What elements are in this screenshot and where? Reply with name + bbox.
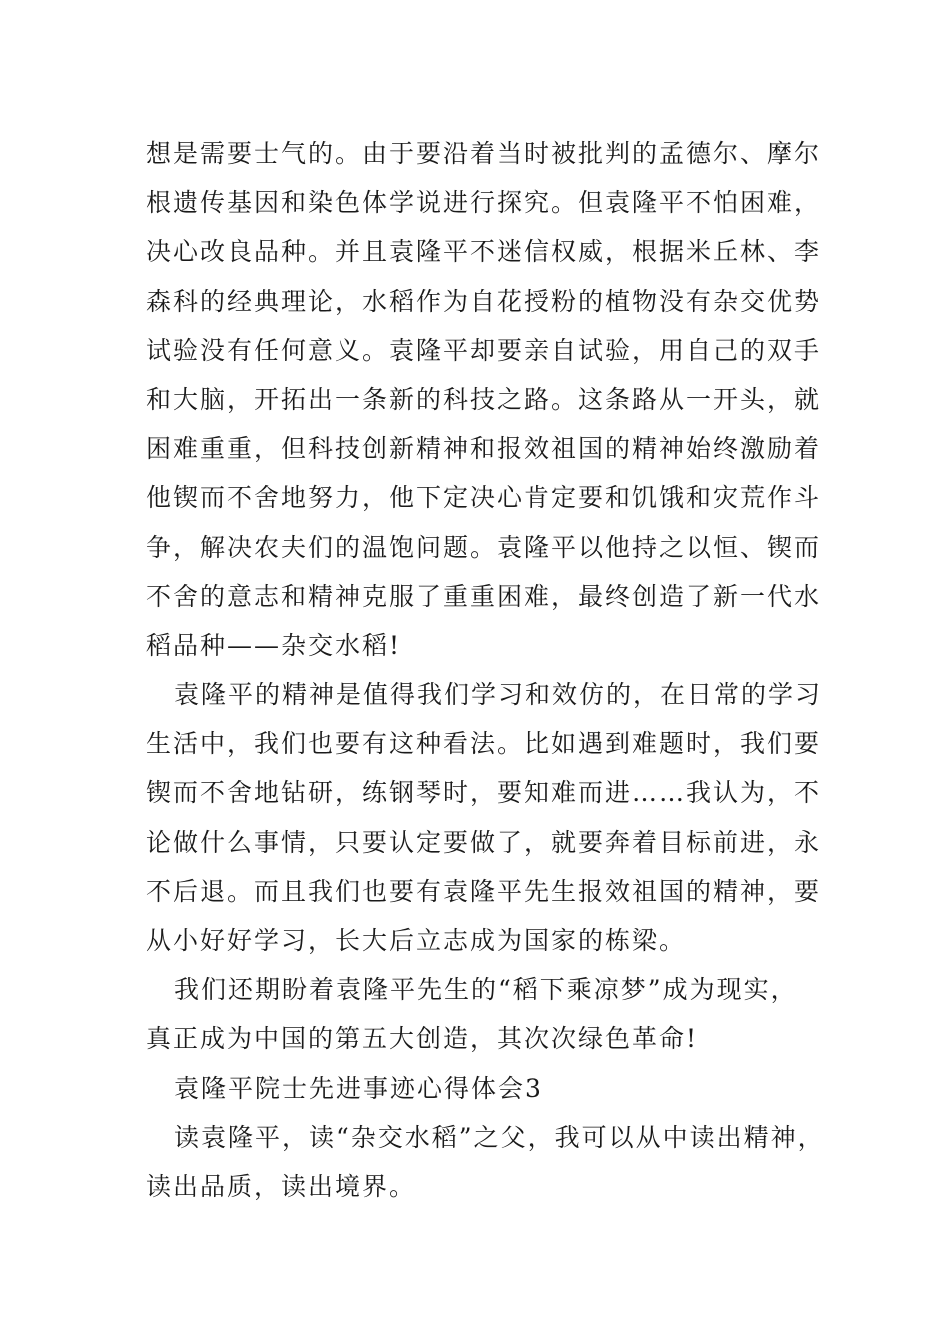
paragraph xyxy=(146,1113,826,1211)
text-line: 论做什么事情，只要认定要做了，就要奔着目标前进，永 xyxy=(146,827,822,857)
text-line: 根遗传基因和染色体学说进行探究。但袁隆平不怕困难， xyxy=(146,188,822,218)
text-line: 他锲而不舍地努力，他下定决心肯定要和饥饿和灾荒作斗 xyxy=(146,483,822,513)
text-line: 稻品种——杂交水稻! xyxy=(146,630,402,660)
paragraph xyxy=(146,129,826,670)
text-line: 生活中，我们也要有这种看法。比如遇到难题时，我们要 xyxy=(146,729,822,759)
text-line: 争，解决农夫们的温饱问题。袁隆平以他持之以恒、锲而 xyxy=(146,532,822,562)
text-line: 锲而不舍地钻研，练钢琴时，要知难而进……我认为，不 xyxy=(146,778,822,808)
text-line: 读出品质，读出境界。 xyxy=(146,1171,417,1201)
text-line: 袁隆平的精神是值得我们学习和效仿的，在日常的学习 xyxy=(174,680,823,710)
text-line: 读袁隆平，读“杂交水稻”之父，我可以从中读出精神， xyxy=(174,1122,825,1152)
document-body xyxy=(146,129,826,1211)
text-line: 和大脑，开拓出一条新的科技之路。这条路从一开头，就 xyxy=(146,384,822,414)
text-line: 从小好好学习，长大后立志成为国家的栋梁。 xyxy=(146,926,687,955)
text-line: 决心改良品种。并且袁隆平不迷信权威，根据米丘林、李 xyxy=(146,237,822,267)
text-line: 试验没有任何意义。袁隆平却要亲自试验，用自己的双手 xyxy=(146,335,822,365)
text-line: 袁隆平院士先进事迹心得体会3 xyxy=(174,1073,543,1103)
paragraph xyxy=(146,670,826,965)
text-line: 想是需要士气的。由于要沿着当时被批判的孟德尔、摩尔 xyxy=(146,139,822,168)
text-line: 森科的经典理论，水稻作为自花授粉的植物没有杂交优势 xyxy=(146,286,822,316)
text-line: 我们还期盼着袁隆平先生的“稻下乘凉梦”成为现实， xyxy=(174,975,798,1005)
section-heading xyxy=(146,1064,826,1113)
text-line: 不后退。而且我们也要有袁隆平先生报效祖国的精神，要 xyxy=(146,876,822,906)
paragraph xyxy=(146,965,826,1063)
text-line: 困难重重，但科技创新精神和报效祖国的精神始终激励着 xyxy=(146,434,822,464)
text-line: 不舍的意志和精神克服了重重困难，最终创造了新一代水 xyxy=(146,581,822,611)
text-line: 真正成为中国的第五大创造，其次次绿色革命! xyxy=(146,1024,699,1054)
